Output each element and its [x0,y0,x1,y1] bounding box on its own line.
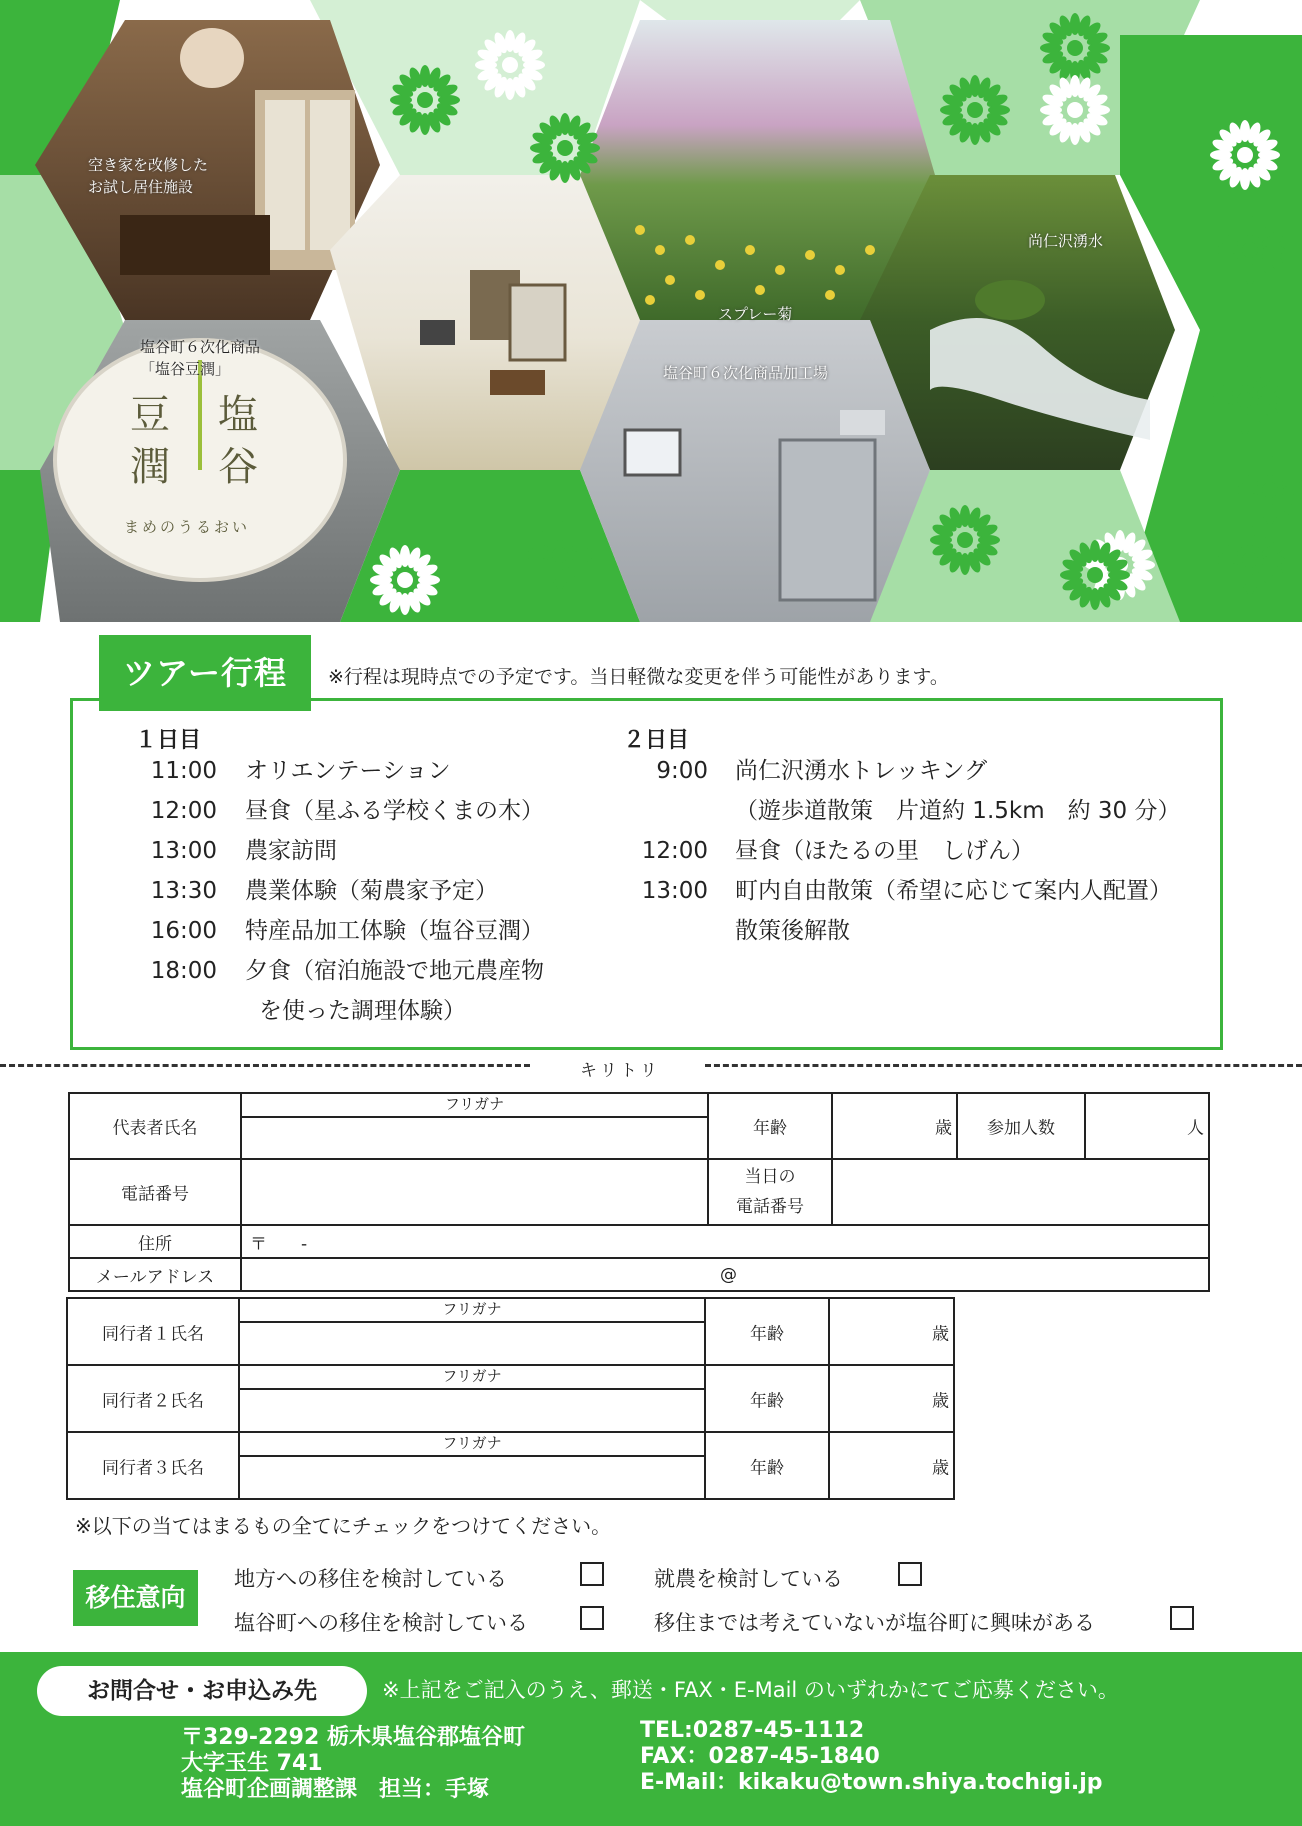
address-label: 住所 [68,1224,242,1259]
schedule-time: 11:00 [150,758,217,784]
schedule-time: 12:00 [641,838,708,864]
phone-field[interactable] [240,1158,709,1226]
day1-title: １日目 [135,728,202,753]
schedule-description: 農業体験（菊農家予定） [245,878,498,904]
representative-label: 代表者氏名 [68,1092,242,1160]
email-label: メールアドレス [68,1257,242,1292]
checkbox-farming[interactable] [898,1562,922,1586]
companion-label: 同行者２氏名 [66,1364,240,1433]
address-line2: 大字玉生 741 [181,1751,323,1776]
day2-title: ２日目 [623,728,690,753]
contact-label: お問合せ・お申込み先 [37,1666,367,1716]
intent-label: 移住意向 [73,1570,198,1626]
schedule-description: 昼食（星ふる学校くまの木） [245,798,544,824]
footer-note: ※上記をご記入のうえ、郵送・FAX・E-Mail のいずれかにてご応募ください。 [382,1678,1119,1702]
phone-label: 電話番号 [68,1158,242,1226]
age-label: 年齢 [704,1431,830,1500]
schedule-description: を使った調理体験） [259,998,466,1024]
check-note: ※以下の当てはまるもの全てにチェックをつけてください。 [75,1514,612,1538]
cut-line-right [705,1064,1302,1067]
at-mark: @ [720,1264,737,1285]
option-regional-migration: 地方への移住を検討している [234,1567,507,1591]
tel: TEL:0287-45-1112 [640,1718,865,1743]
checkbox-shioya-migration[interactable] [580,1606,604,1630]
companion-name-field[interactable] [238,1364,706,1433]
option-shioya-interest: 移住までは考えていないが塩谷町に興味がある [654,1611,1095,1635]
schedule-box [70,698,1223,1050]
caption-spray-chrysanthemum: スプレー菊 [718,305,793,323]
schedule-description: オリエンテーション [245,758,451,784]
caption-spring: 尚仁沢湧水 [1028,232,1104,250]
schedule-time: 12:00 [150,798,217,824]
age-label: 年齢 [704,1364,830,1433]
fax: FAX：0287-45-1840 [640,1744,880,1769]
checkbox-regional-migration[interactable] [580,1562,604,1586]
schedule-time: 9:00 [656,758,708,784]
schedule-description: 特産品加工体験（塩谷豆潤） [245,918,544,944]
day-phone-label: 当日の 電話番号 [707,1158,833,1226]
furigana-label: フリガナ [240,1433,704,1457]
schedule-description: 昼食（ほたるの里 しげん） [735,838,1034,864]
schedule-description: （遊歩道散策 片道約 1.5km 約 30 分） [735,798,1181,824]
representative-name-field[interactable] [240,1092,709,1160]
department: 塩谷町企画調整課 担当：手塚 [181,1777,490,1802]
participants-field[interactable]: 人 [1084,1092,1210,1160]
schedule-time: 18:00 [150,958,217,984]
companion-label: 同行者３氏名 [66,1431,240,1500]
furigana-label: フリガナ [242,1094,707,1118]
address-field[interactable] [240,1224,1210,1259]
schedule-description: 夕食（宿泊施設で地元農産物 [245,958,544,984]
representative-age-field[interactable]: 歳 [831,1092,958,1160]
schedule-description: 尚仁沢湧水トレッキング [735,758,988,784]
cut-line-left [0,1064,530,1067]
caption-factory: 塩谷町６次化商品加工場 [663,364,829,382]
option-shioya-migration: 塩谷町への移住を検討している [234,1611,528,1635]
schedule-time: 13:00 [641,878,708,904]
tour-note: ※行程は現時点での予定です。当日軽微な変更を伴う可能性があります。 [328,666,949,688]
companion-label: 同行者１氏名 [66,1297,240,1366]
companion-age-field[interactable]: 歳 [828,1297,955,1366]
schedule-time: 13:00 [150,838,217,864]
age-label: 年齢 [704,1297,830,1366]
furigana-label: フリガナ [240,1299,704,1323]
furigana-label: フリガナ [240,1366,704,1390]
caption-product: 塩谷町６次化商品 「塩谷豆潤」 [140,338,261,378]
schedule-time: 16:00 [150,918,217,944]
participants-label: 参加人数 [956,1092,1086,1160]
cut-label: キリトリ [580,1061,660,1081]
companion-name-field[interactable] [238,1297,706,1366]
schedule-time: 13:30 [150,878,217,904]
option-farming: 就農を検討している [654,1567,843,1591]
postal-mark: 〒 - [250,1234,308,1254]
checkbox-shioya-interest[interactable] [1170,1606,1194,1630]
schedule-description: 散策後解散 [735,918,850,944]
companion-name-field[interactable] [238,1431,706,1500]
age-label: 年齢 [707,1092,833,1160]
schedule-description: 農家訪問 [245,838,337,864]
contact-email: E-Mail：kikaku@town.shiya.tochigi.jp [640,1770,1103,1795]
tour-heading: ツアー行程 [99,635,311,711]
day-phone-field[interactable] [831,1158,1210,1226]
hero-collage: 空き家を改修した お試し居住施設 スプレー菊 尚仁沢湧水 塩谷町６次化商品 「塩谷豆潤」 塩谷町６次化商品加工場 豆 潤 塩 谷 まめのうるおい [0,0,1302,622]
caption-house: 空き家を改修した お試し居住施設 [88,156,209,196]
schedule-description: 町内自由散策（希望に応じて案内人配置） [735,878,1172,904]
companion-age-field[interactable]: 歳 [828,1431,955,1500]
email-field[interactable] [240,1257,1210,1292]
address-line1: 〒329-2292 栃木県塩谷郡塩谷町 [181,1725,525,1750]
companion-age-field[interactable]: 歳 [828,1364,955,1433]
